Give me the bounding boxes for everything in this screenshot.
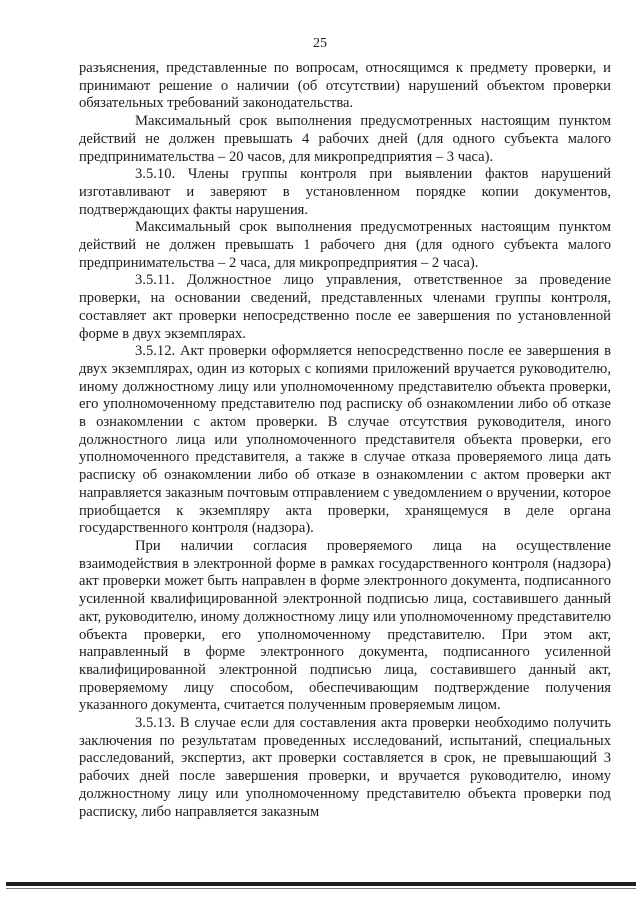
page-number: 25: [313, 36, 327, 51]
paragraph-max-term-1-day: Максимальный срок выполнения предусмотренных настоящим пунктом действий не должен превышать 1 рабочего дня (для одного субъекта малого предпринимательства – 2 часа, для микропредприятия – 2 часа).: [79, 219, 611, 271]
paragraph-electronic-form: При наличии согласия проверяемого лица на осуществление взаимодействия в электронной форме в рамках государственного контроля (надзора) акт проверки может быть направлен в форме электронного документа, подписанного усиленной квалифицированной электронной подписью лица, составившего данный акт, руководителю, иному должностному лицу или уполномоченному представителю объекта проверки, его уполномоченному представителю. При этом акт, направленный в форме электронного документа, подписанного усиленной квалифицированной электронной подписью лица, составившего данный акт, проверяемому лицу способом, обеспечивающим подтверждение получения указанного документа, считается полученным проверяемым лицом.: [79, 537, 611, 714]
footer-rule-thin: [6, 888, 636, 889]
paragraph-3-5-13: 3.5.13. В случае если для составления акта проверки необходимо получить заключения по результатам проведенных исследований, испытаний, специальных расследований, экспертиз, акт проверки составляется в срок, не превышающий 3 рабочих дней после завершения проверки, и вручается руководителю, иному должностному лицу или уполномоченному представителю объекта проверки под расписку, либо направляется заказным: [79, 715, 611, 820]
document-body: [79, 60, 611, 821]
paragraph-3-5-10: 3.5.10. Члены группы контроля при выявлении фактов нарушений изготавливают и заверяют в установленном порядке копии документов, подтверждающих факты нарушения.: [79, 166, 611, 218]
paragraph-3-5-12: 3.5.12. Акт проверки оформляется непосредственно после ее завершения в двух экземплярах, один из которых с копиями приложений вручается руководителю, иному должностному лицу или уполномоченному представителю объекта проверки, его уполномоченному представителю под расписку об ознакомлении либо об отказе в ознакомлении с актом проверки. В случае отсутствия руководителя, иного должностного лица или уполномоченного представителя объекта проверки, его уполномоченного представителя, а также в случае отказа проверяемого лица дать расписку об ознакомлении либо об отказе в ознакомлении с актом проверки акт направляется заказным почтовым отправлением с уведомлением о вручении, которое приобщается к экземпляру акта проверки, хранящемуся в деле органа государственного контроля (надзора).: [79, 343, 611, 537]
paragraph-max-term-4-days: Максимальный срок выполнения предусмотренных настоящим пунктом действий не должен превышать 4 рабочих дней (для одного субъекта малого предпринимательства – 20 часов, для микропредприятия – 3 часа).: [79, 113, 611, 165]
footer-rule: [6, 882, 636, 886]
paragraph-3-5-11: 3.5.11. Должностное лицо управления, ответственное за проведение проверки, на основании сведений, представленных членами группы контроля, составляет акт проверки непосредственно после ее завершения по установленной форме в двух экземплярах.: [79, 272, 611, 342]
paragraph-continuation: разъяснения, представленные по вопросам, относящимся к предмету проверки, и принимают решение о наличии (об отсутствии) нарушений объектом проверки обязательных требований законодательства.: [79, 60, 611, 112]
